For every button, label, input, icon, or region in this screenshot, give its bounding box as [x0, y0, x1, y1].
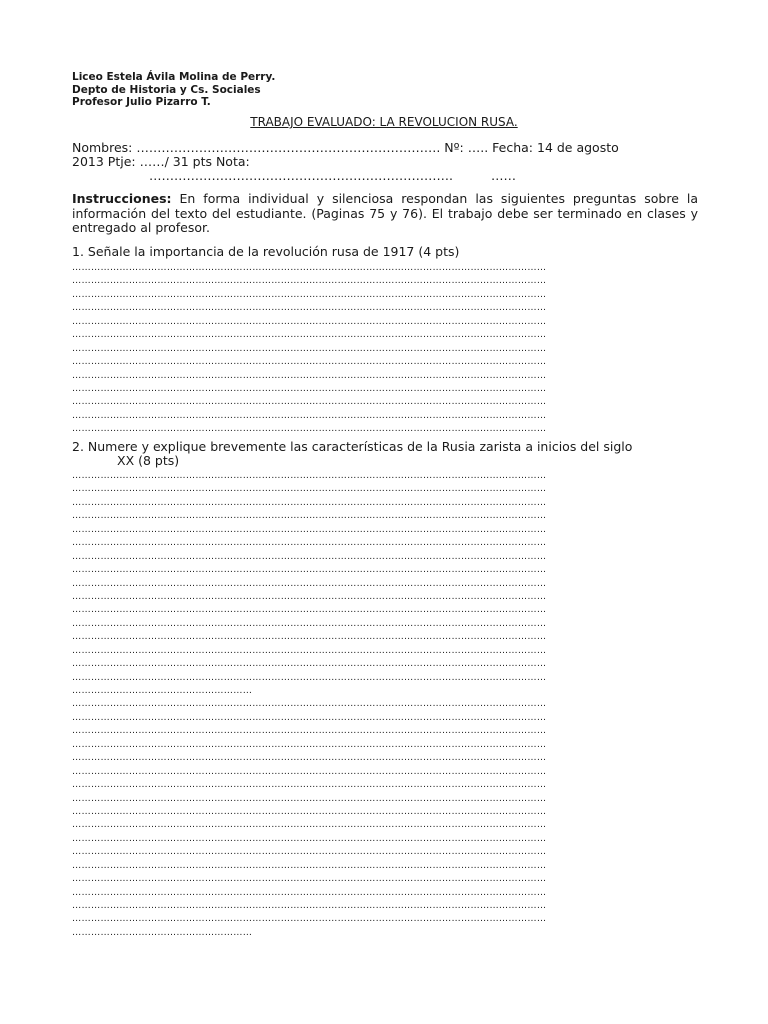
answer-line: …………………………………………………………………………………………………………………………………… [72, 550, 547, 562]
answer-line: …………………………………………………………………………………………………………………………………… [72, 900, 547, 911]
fields-line-1: Nombres: ………………………………………………………………. Nº: ….. Fecha: 14 de agosto [72, 140, 619, 155]
answer-line: …………………………………………………………………………………………………………………………………… [72, 396, 547, 408]
question-2 [72, 440, 698, 468]
answer-line: …………………………………………………………………………………………………………………………………… [72, 631, 547, 643]
answer-line: ………………………………………………… [72, 685, 253, 696]
answer-line: …………………………………………………………………………………………………………………………………… [72, 329, 547, 341]
answer-line: …………………………………………………………………………………………………………………………………… [72, 275, 547, 287]
answer-line: …………………………………………………………………………………………………………………………………… [72, 590, 547, 602]
answer-line: …………………………………………………………………………………………………………………………………… [72, 805, 547, 817]
question-2-text-cont: XX (8 pts) [117, 453, 180, 468]
answer-line: …………………………………………………………………………………………………………………………………… [72, 510, 547, 522]
answer-line: …………………………………………………………………………………………………………………………………… [72, 315, 547, 327]
question-1-text: 1. Señale la importancia de la revolución rusa de 1917 (4 pts) [72, 244, 460, 259]
answer-line: …………………………………………………………………………………………………………………………………… [72, 658, 547, 670]
answer-line: …………………………………………………………………………………………………………………………………… [72, 886, 547, 898]
answer-line: …………………………………………………………………………………………………………………………………… [72, 698, 547, 710]
answer-line: …………………………………………………………………………………………………………………………………… [72, 738, 547, 750]
answer-line: …………………………………………………………………………………………………………………………………… [72, 262, 547, 273]
answer-line: …………………………………………………………………………………………………………………………………… [72, 470, 547, 481]
answer-line: …………………………………………………………………………………………………………………………………… [72, 725, 547, 737]
answer-line: …………………………………………………………………………………………………………………………………… [72, 356, 547, 368]
fields-line-3-a: ………………………………………………………………. [149, 168, 453, 183]
answer-line: …………………………………………………………………………………………………………………………………… [72, 752, 547, 764]
answer-line: …………………………………………………………………………………………………………………………………… [72, 483, 547, 495]
answer-line: ………………………………………………… [72, 926, 253, 938]
document-header [72, 71, 275, 109]
instructions [72, 192, 698, 236]
answer-line: …………………………………………………………………………………………………………………………………… [72, 409, 547, 421]
answer-line: …………………………………………………………………………………………………………………………………… [72, 846, 547, 858]
question-2-text: 2. Numere y explique brevemente las características de la Rusia zarista a inicios del siglo [72, 439, 633, 454]
answer-area-1 [72, 261, 698, 436]
answer-line: …………………………………………………………………………………………………………………………………… [72, 604, 547, 616]
answer-line: …………………………………………………………………………………………………………………………………… [72, 496, 547, 508]
answer-line: …………………………………………………………………………………………………………………………………… [72, 523, 547, 535]
question-1 [72, 245, 698, 259]
answer-line: …………………………………………………………………………………………………………………………………… [72, 765, 547, 777]
answer-line: …………………………………………………………………………………………………………………………………… [72, 382, 547, 394]
answer-line: …………………………………………………………………………………………………………………………………… [72, 423, 547, 435]
answer-line: …………………………………………………………………………………………………………………………………… [72, 819, 547, 831]
school-name: Liceo Estela Ávila Molina de Perry. [72, 71, 276, 83]
student-fields [72, 141, 698, 183]
instructions-text: En forma individual y silenciosa respondan las siguientes preguntas sobre la información del texto del estudiante. (Paginas 75 y 76). El trabajo debe ser terminado en clases y entregado al profesor. [72, 191, 698, 235]
fields-line-3 [72, 169, 698, 183]
answer-line: …………………………………………………………………………………………………………………………………… [72, 617, 547, 629]
answer-line: …………………………………………………………………………………………………………………………………… [72, 711, 547, 723]
answer-line: …………………………………………………………………………………………………………………………………… [72, 537, 547, 549]
answer-line: …………………………………………………………………………………………………………………………………… [72, 302, 547, 314]
answer-line: …………………………………………………………………………………………………………………………………… [72, 564, 547, 576]
teacher-name: Profesor Julio Pizarro T. [72, 96, 211, 108]
answer-line: …………………………………………………………………………………………………………………………………… [72, 671, 547, 683]
answer-line: …………………………………………………………………………………………………………………………………… [72, 779, 547, 791]
answer-line: …………………………………………………………………………………………………………………………………… [72, 577, 547, 589]
answer-line: …………………………………………………………………………………………………………………………………… [72, 288, 547, 300]
document-title: TRABAJO EVALUADO: LA REVOLUCION RUSA. [250, 115, 518, 129]
answer-line: …………………………………………………………………………………………………………………………………… [72, 832, 547, 844]
answer-line: …………………………………………………………………………………………………………………………………… [72, 859, 547, 871]
answer-line: …………………………………………………………………………………………………………………………………… [72, 644, 547, 656]
answer-line: …………………………………………………………………………………………………………………………………… [72, 342, 547, 354]
answer-line: …………………………………………………………………………………………………………………………………… [72, 913, 547, 925]
answer-line: …………………………………………………………………………………………………………………………………… [72, 873, 547, 885]
answer-line: …………………………………………………………………………………………………………………………………… [72, 369, 547, 381]
answer-area-2 [72, 469, 698, 939]
fields-line-2: 2013 Ptje: ……/ 31 pts Nota: [72, 154, 250, 169]
department-name: Depto de Historia y Cs. Sociales [72, 83, 261, 96]
instructions-label: Instrucciones: [72, 191, 172, 206]
answer-line: …………………………………………………………………………………………………………………………………… [72, 792, 547, 804]
fields-line-3-b: …… [490, 168, 516, 183]
